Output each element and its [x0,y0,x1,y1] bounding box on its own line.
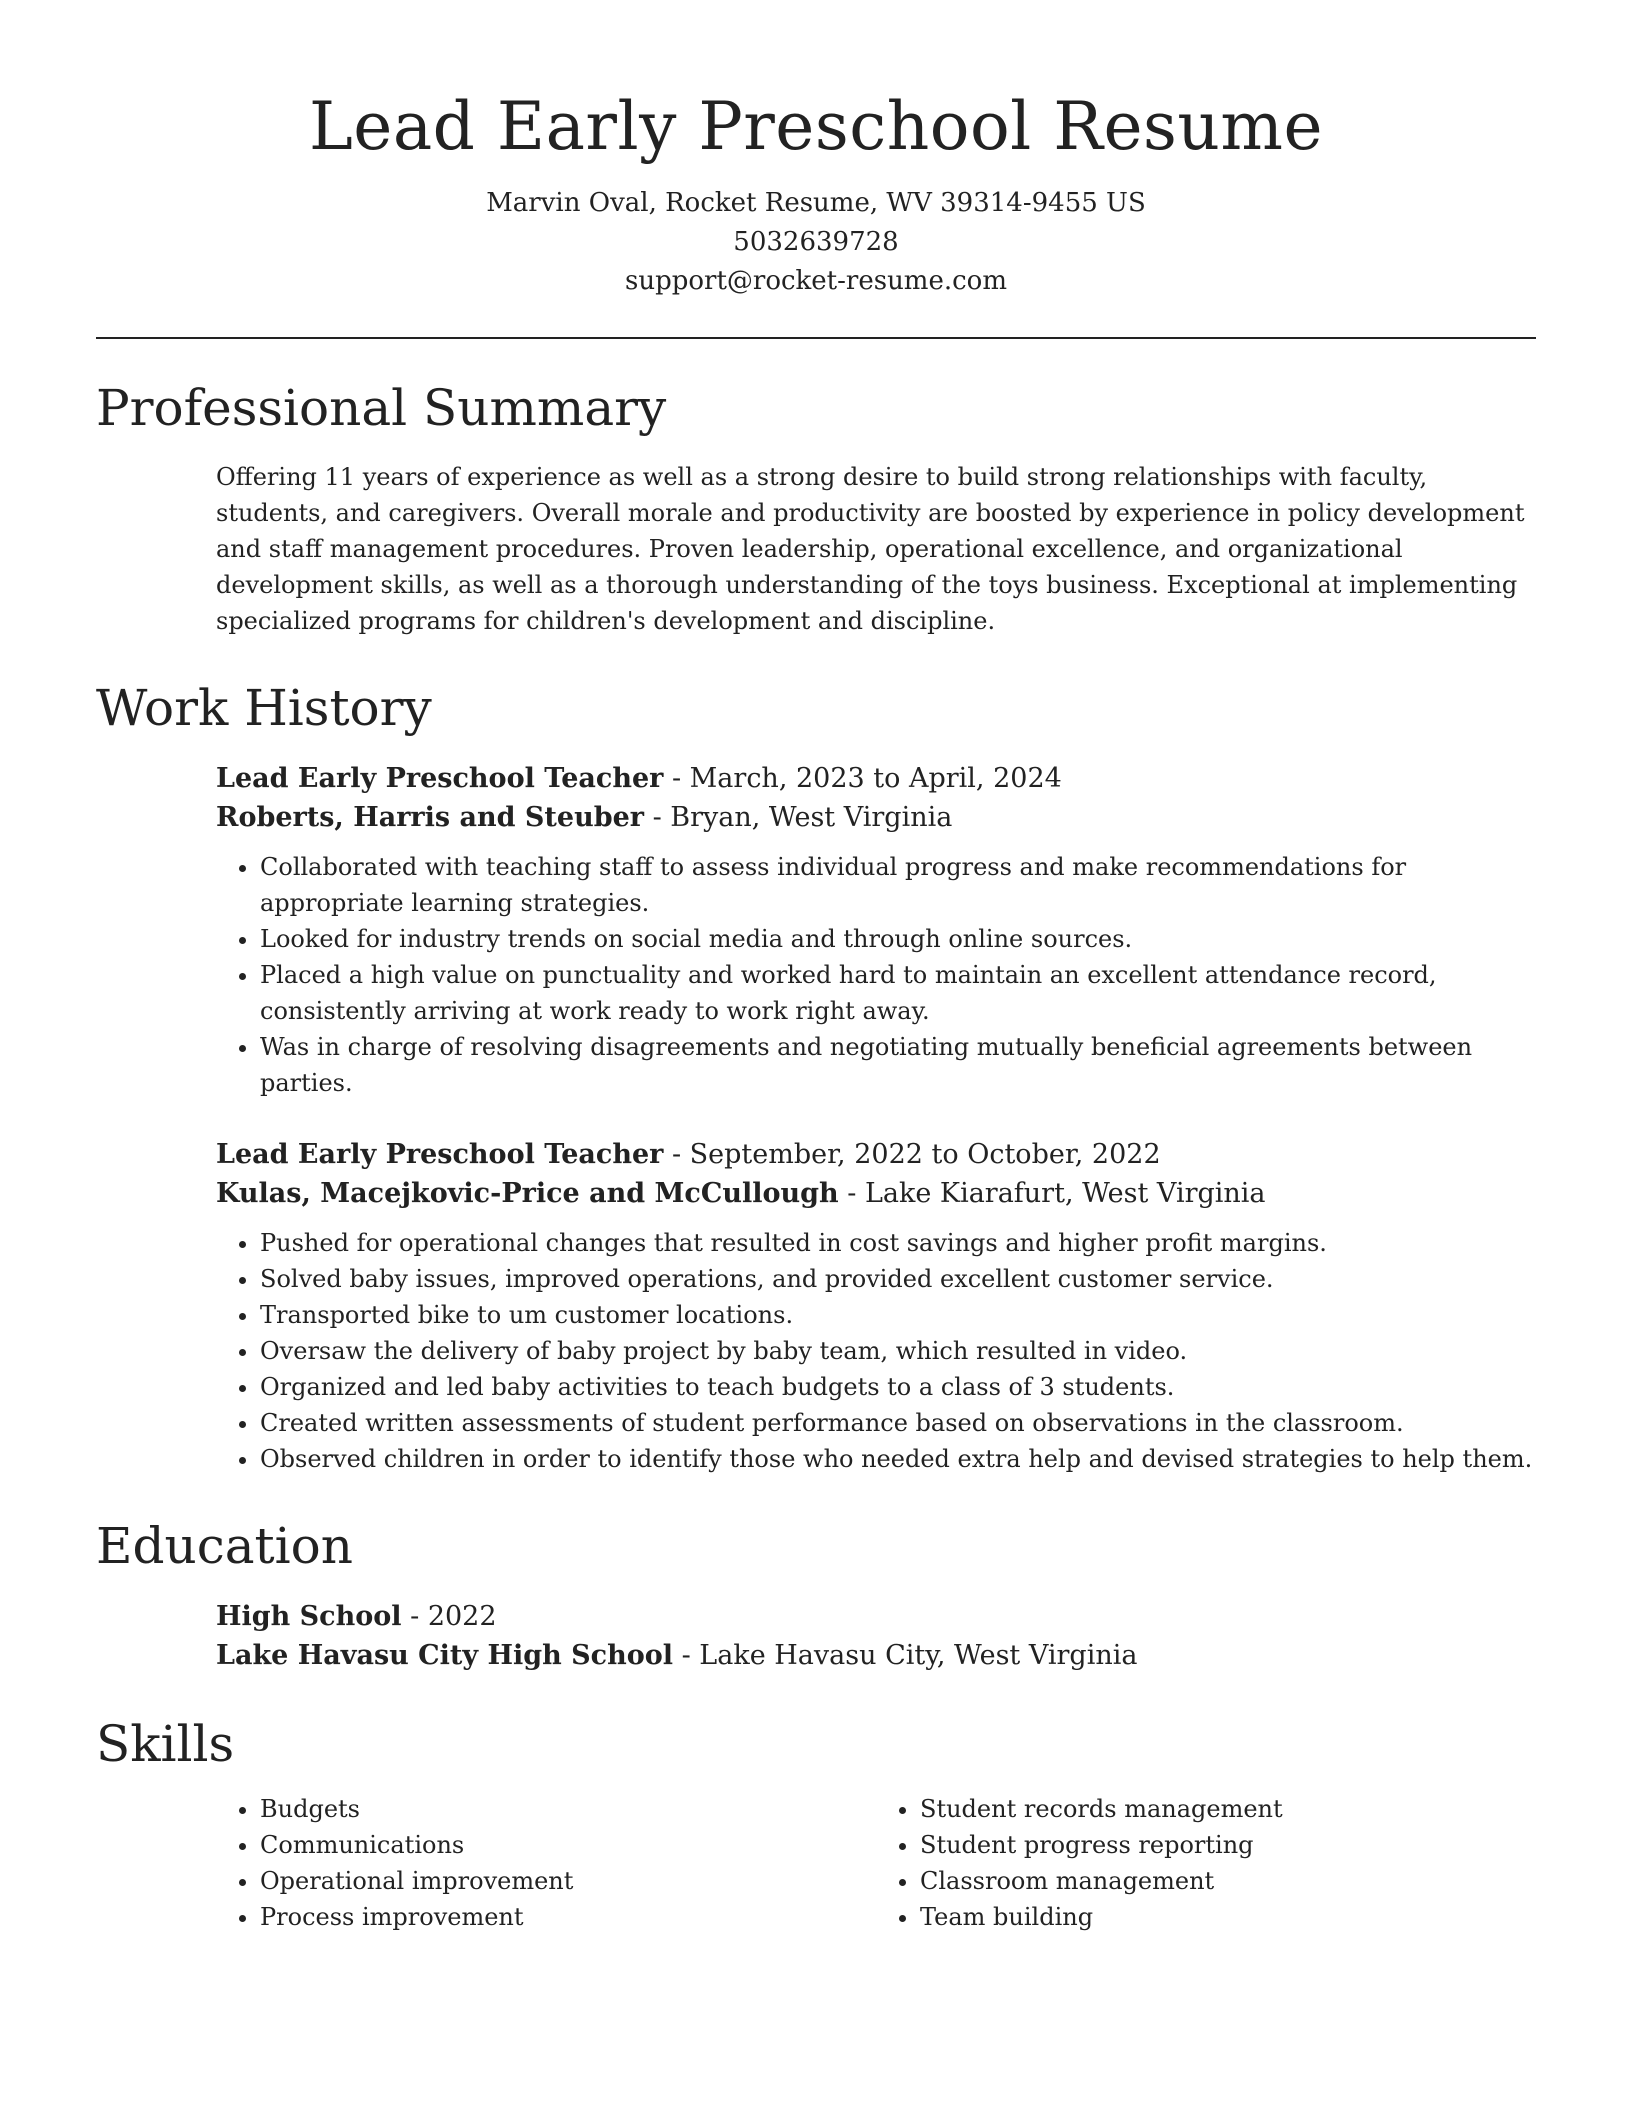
list-item: • Oversaw the delivery of baby project by baby team, which resulted in video. [260,1333,1536,1369]
list-item: • Collaborated with teaching staff to assess individual progress and make recommendations for appropriate learning strategies. [260,849,1536,921]
education-year: - 2022 [401,1601,497,1632]
list-item: • Classroom management [920,1863,1536,1899]
skills-columns [216,1791,1536,1935]
skills-heading: Skills [96,1715,235,1773]
list-item: • Student records management [920,1791,1536,1827]
list-item: • Created written assessments of student performance based on observations in the classroom. [260,1405,1536,1441]
list-item: • Looked for industry trends on social media and through online sources. [260,921,1536,957]
resume-title: Lead Early Preschool Resume [308,88,1324,165]
resume-header [96,0,1536,301]
list-item: • Operational improvement [260,1863,876,1899]
job-company: Roberts, Harris and Steuber [216,802,644,833]
job-location: - Lake Kiarafurt, West Virginia [838,1178,1266,1209]
job-company-line [216,798,1536,837]
list-item: • Team building [920,1899,1536,1935]
summary-section [96,459,1536,639]
contact-phone: 5032639728 [733,227,899,257]
summary-heading: Professional Summary [96,379,667,437]
job-title-line [216,1135,1536,1174]
skills-section [96,1791,1536,1935]
job-entry [216,1135,1536,1477]
job-company: Kulas, Macejkovic-Price and McCullough [216,1178,839,1209]
contact-email: support@rocket-resume.com [624,266,1007,296]
list-item: • Organized and led baby activities to teach budgets to a class of 3 students. [260,1369,1536,1405]
education-location: - Lake Havasu City, West Virginia [673,1640,1138,1671]
job-dates: - March, 2023 to April, 2024 [663,763,1062,794]
contact-address: Marvin Oval, Rocket Resume, WV 39314-9455 US [486,188,1146,218]
job-title: Lead Early Preschool Teacher [216,763,664,794]
education-degree: High School [216,1601,402,1632]
education-school: Lake Havasu City High School [216,1640,674,1671]
skills-left-column [216,1791,876,1935]
job-title: Lead Early Preschool Teacher [216,1139,664,1170]
job-location: - Bryan, West Virginia [643,802,953,833]
job-dates: - September, 2022 to October, 2022 [663,1139,1161,1170]
job-title-line [216,759,1536,798]
list-item: • Student progress reporting [920,1827,1536,1863]
education-section [96,1597,1536,1675]
list-item: • Budgets [260,1791,876,1827]
list-item: • Process improvement [260,1899,876,1935]
list-item: • Observed children in order to identify those who needed extra help and devised strategies to help them. [260,1441,1536,1477]
job-company-line [216,1174,1536,1213]
work-history-section [96,759,1536,1477]
job-bullets [216,1225,1536,1477]
header-divider [96,337,1536,339]
list-item: • Pushed for operational changes that resulted in cost savings and higher profit margins. [260,1225,1536,1261]
work-history-heading: Work History [96,679,432,737]
education-degree-line [216,1597,1536,1636]
list-item: • Placed a high value on punctuality and worked hard to maintain an excellent attendance record, consistently arriving at work ready to work right away. [260,957,1536,1029]
skills-right-column [876,1791,1536,1935]
education-entry [216,1597,1536,1675]
job-entry [216,759,1536,1101]
education-school-line [216,1636,1536,1675]
education-heading: Education [96,1517,353,1575]
summary-text: Offering 11 years of experience as well as a strong desire to build strong relationships with faculty, students, and caregivers. Overall morale and productivity are boosted by experience in policy development and staff management procedures. Proven leadership, operational excellence, and organizational development skills, as well as a thorough understanding of the toys business. Exceptional at implementing specialized programs for children's development and discipline. [216,463,1525,635]
list-item: • Was in charge of resolving disagreements and negotiating mutually beneficial agreements between parties. [260,1029,1536,1101]
job-bullets [216,849,1536,1101]
list-item: • Communications [260,1827,876,1863]
list-item: • Solved baby issues, improved operations, and provided excellent customer service. [260,1261,1536,1297]
contact-info [96,184,1536,301]
list-item: • Transported bike to um customer locations. [260,1297,1536,1333]
